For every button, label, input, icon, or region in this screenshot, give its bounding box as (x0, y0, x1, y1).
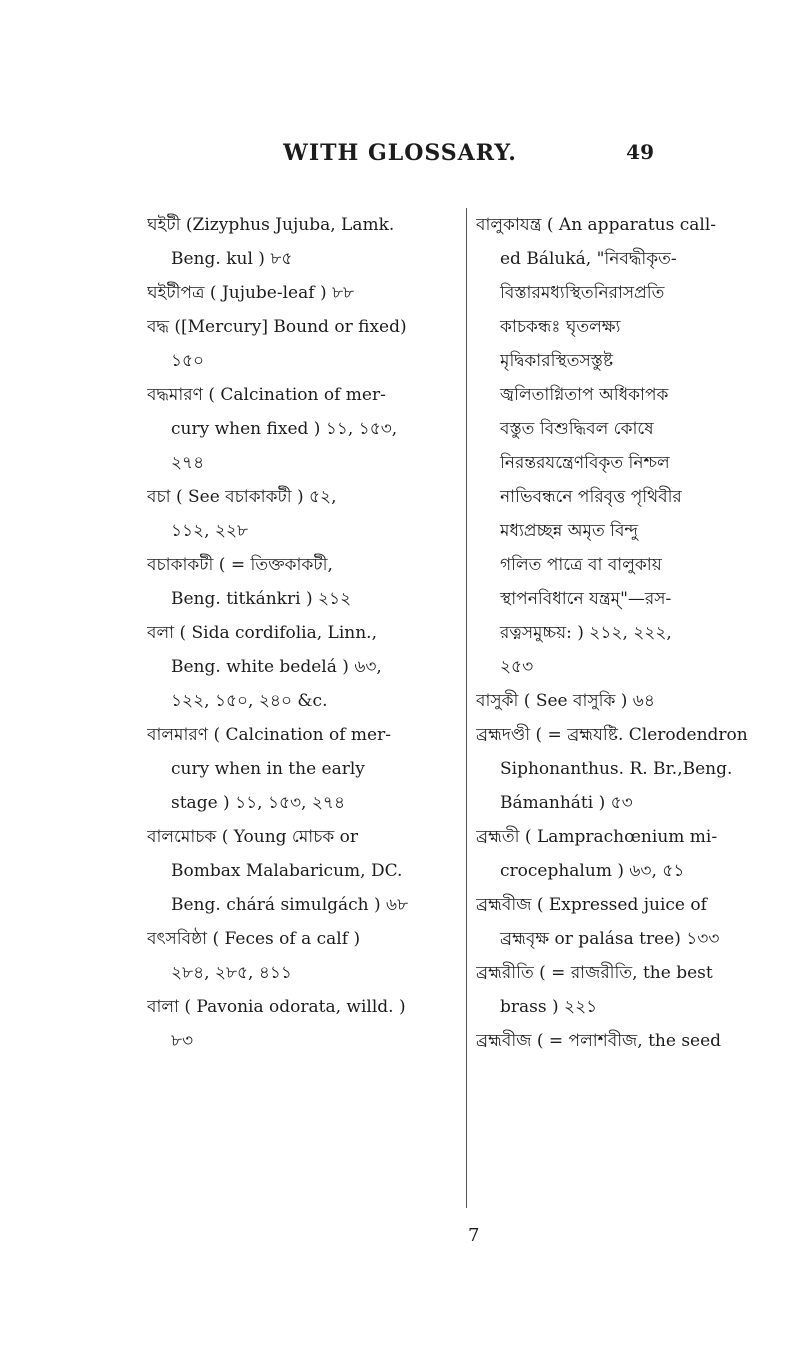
entry-continuation-line: Bámanháti ) ৫৩ (500, 793, 633, 813)
glossary-entry (476, 1024, 794, 1058)
glossary-entry (147, 990, 463, 1058)
entry-continuation-line: ব্রহ্মবৃক্ষ or palása tree) ১৩৩ (500, 929, 720, 949)
glossary-entry (147, 276, 463, 310)
signature-mark: 7 (468, 1225, 480, 1246)
entry-continuation-line: crocephalum ) ৬৩, ৫১ (500, 861, 685, 881)
glossary-entry (147, 820, 463, 922)
left-column (147, 208, 463, 1058)
entry-continuation-line: ৮৩ (171, 1031, 194, 1051)
entry-headword-line: ব্রহ্মদণ্ডী ( = ব্রহ্মযষ্টি. Clerodendron (476, 725, 748, 745)
entry-headword-line: বৎসবিষ্ঠা ( Feces of a calf ) (147, 929, 361, 949)
glossary-entry (147, 922, 463, 990)
page-number: 49 (626, 140, 654, 164)
glossary-entry (476, 956, 794, 1024)
entry-headword-line: বাসুকী ( See বাসুকি ) ৬৪ (476, 691, 655, 711)
entry-continuation-line: Beng. white bedelá ) ৬৩, (171, 657, 382, 677)
entry-continuation-line: নিরন্তরযন্ত্রেণবিকৃত নিশ্চল (500, 453, 670, 473)
entry-continuation-line: ১২২, ১৫০, ২৪০ &c. (171, 691, 328, 711)
glossary-entry (476, 208, 794, 684)
entry-headword-line: বলা ( Sida cordifolia, Linn., (147, 623, 377, 643)
column-divider (466, 208, 467, 1208)
entry-continuation-line: cury when fixed ) ১১, ১৫৩, (171, 419, 398, 439)
entry-continuation-line: stage ) ১১, ১৫৩, ২৭৪ (171, 793, 346, 813)
entry-continuation-line: মধ্যপ্রচ্ছন্ন অমৃত বিন্দু (500, 521, 639, 541)
entry-continuation-line: Beng. chárá simulgách ) ৬৮ (171, 895, 409, 915)
glossary-entry (147, 480, 463, 548)
entry-continuation-line: cury when in the early (171, 759, 365, 779)
entry-headword-line: ঘইটী (Zizyphus Jujuba, Lamk. (147, 215, 395, 235)
entry-headword-line: বদ্ধমারণ ( Calcination of mer- (147, 385, 386, 405)
entry-continuation-line: বিস্তারমধ্যস্থিতনিরাসপ্রতি (500, 283, 665, 303)
entry-headword-line: বচাকাকটী ( = তিক্তকাকটী, (147, 555, 333, 575)
entry-headword-line: বালমোচক ( Young মোচক or (147, 827, 359, 847)
glossary-entry (147, 548, 463, 616)
entry-headword-line: বালমারণ ( Calcination of mer- (147, 725, 391, 745)
entry-continuation-line: ২৫৩ (500, 657, 534, 677)
entry-headword-line: বচা ( See বচাকাকটী ) ৫২, (147, 487, 337, 507)
running-title: WITH GLOSSARY. (283, 140, 517, 166)
entry-headword-line: বদ্ধ ([Mercury] Bound or fixed) (147, 317, 407, 337)
entry-continuation-line: ২৮৪, ২৮৫, ৪১১ (171, 963, 292, 983)
entry-continuation-line: Beng. titkánkri ) ২১২ (171, 589, 352, 609)
page-header (0, 140, 800, 180)
glossary-entry (147, 616, 463, 718)
glossary-entry (147, 378, 463, 480)
glossary-entry (147, 718, 463, 820)
entry-headword-line: ঘইটীপত্র ( Jujube-leaf ) ৮৮ (147, 283, 355, 303)
entry-continuation-line: জ্বলিতাগ্নিতাপ অধিকাপক (500, 385, 669, 405)
glossary-entry (476, 718, 794, 820)
entry-continuation-line: Beng. kul ) ৮৫ (171, 249, 293, 269)
entry-continuation-line: brass ) ২২১ (500, 997, 598, 1017)
entry-headword-line: ব্রহ্মবীজ ( = পলাশবীজ, the seed (476, 1031, 722, 1051)
entry-continuation-line: মৃদ্বিকারস্থিতসস্তুষ্ট (500, 351, 614, 371)
entry-continuation-line: ed Báluká, "নিবদ্ধীকৃত- (500, 249, 677, 269)
entry-headword-line: বালা ( Pavonia odorata, willd. ) (147, 997, 406, 1017)
glossary-entry (476, 684, 794, 718)
entry-headword-line: বালুকাযন্ত্র ( An apparatus call- (476, 215, 717, 235)
entry-headword-line: ব্রহ্মরীতি ( = রাজরীতি, the best (476, 963, 713, 983)
glossary-entry (147, 208, 463, 276)
entry-continuation-line: গলিত পাত্রে বা বালুকায় (500, 555, 662, 575)
entry-continuation-line: Siphonanthus. R. Br.,Beng. (500, 759, 733, 779)
entry-continuation-line: ১৫০ (171, 351, 205, 371)
entry-continuation-line: রত্নসমুচ্চয়: ) ২১২, ২২২, (500, 623, 672, 643)
entry-continuation-line: স্থাপনবিধানে যন্ত্রম্"—রস- (500, 589, 672, 609)
entry-continuation-line: কাচকন্ধঃ ঘৃতলক্ষ্য (500, 317, 621, 337)
entry-continuation-line: নাভিবন্ধনে পরিবৃত্ত পৃথিবীর (500, 487, 682, 507)
entry-continuation-line: ২৭৪ (171, 453, 205, 473)
entry-headword-line: ব্রহ্মতী ( Lamprachœnium mi- (476, 827, 718, 847)
entry-continuation-line: Bombax Malabaricum, DC. (171, 861, 403, 881)
entry-headword-line: ব্রহ্মবীজ ( Expressed juice of (476, 895, 707, 915)
entry-continuation-line: বস্তুত বিশুদ্ধিবল কোষে (500, 419, 654, 439)
entry-continuation-line: ১১২, ২২৮ (171, 521, 249, 541)
glossary-entry (476, 888, 794, 956)
glossary-entry (476, 820, 794, 888)
glossary-entry (147, 310, 463, 378)
right-column (476, 208, 794, 1058)
